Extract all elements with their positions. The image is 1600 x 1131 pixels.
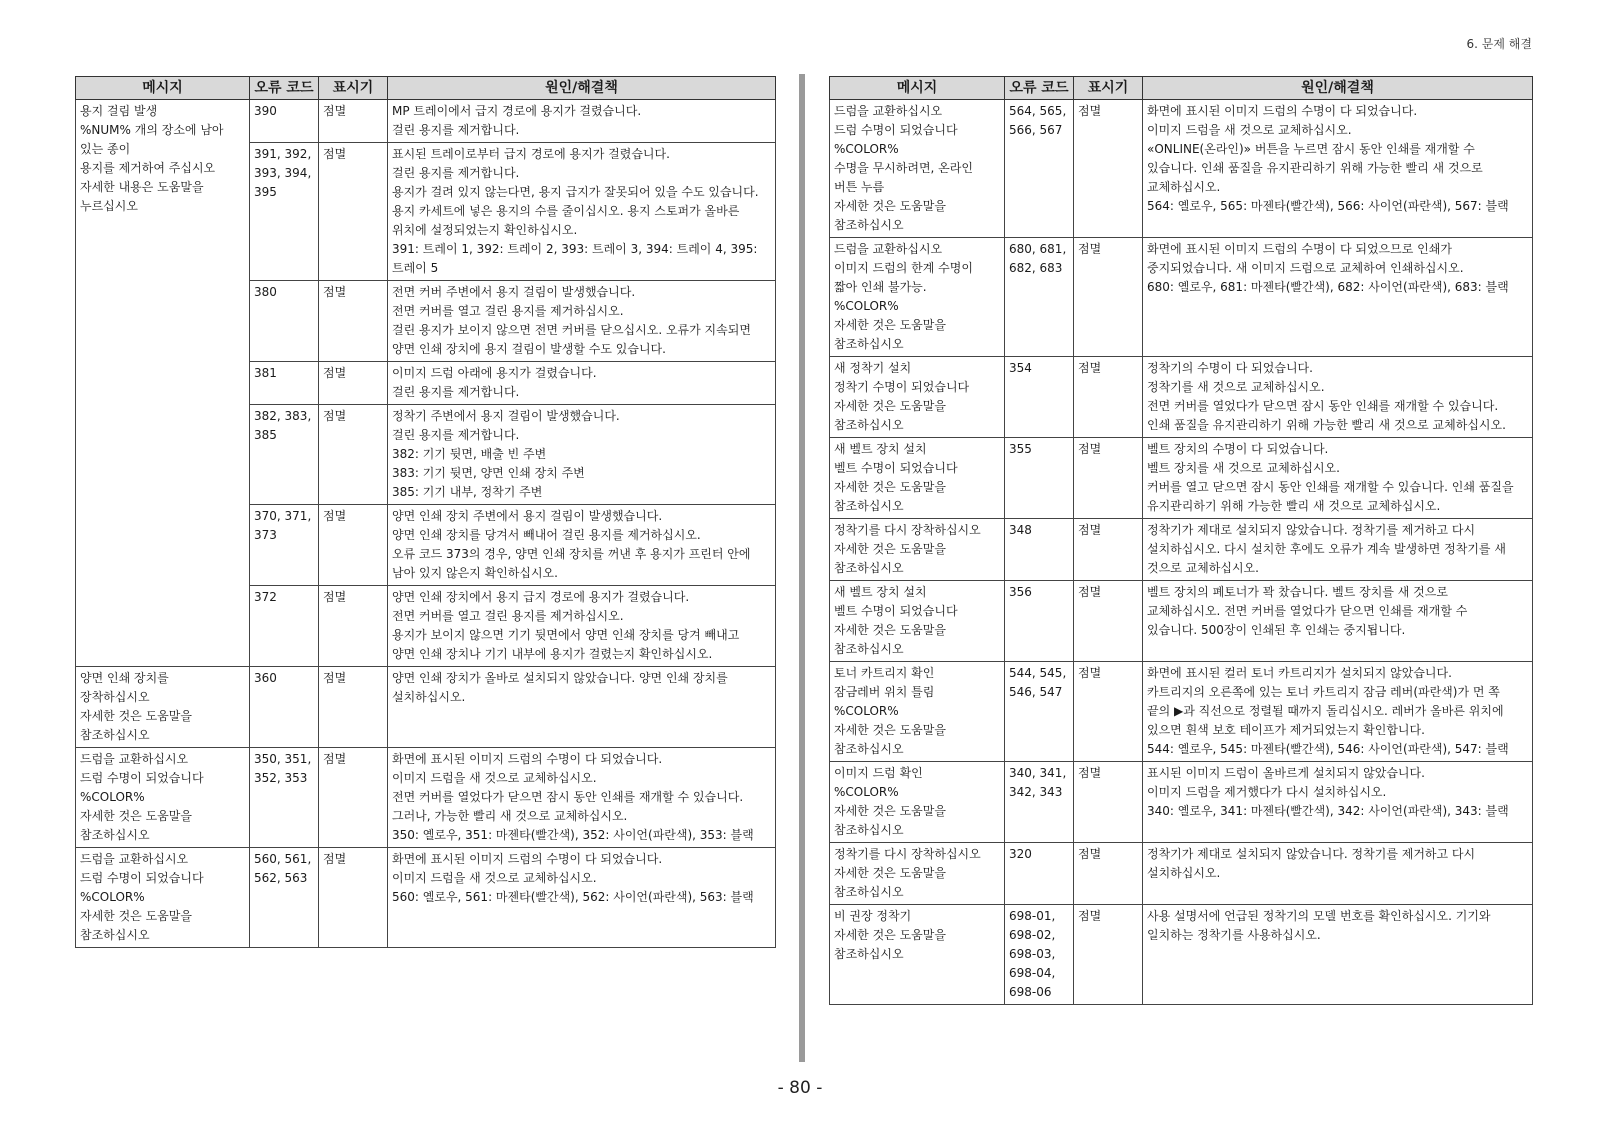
solution-cell-line: 걸린 용지를 제거합니다.	[392, 123, 520, 137]
message-cell-line: 새 벨트 장치 설치	[834, 585, 927, 599]
solution-cell	[388, 405, 776, 505]
error-code-cell-line: 340, 341,	[1009, 766, 1067, 780]
column-header-solution: 원인/해결책	[1143, 77, 1533, 100]
error-code-cell-line: 546, 547	[1009, 685, 1063, 699]
message-cell	[830, 581, 1005, 662]
message-cell-line: 드럼을 교환하십시오	[80, 852, 189, 866]
solution-cell-line: 사용 설명서에 언급된 정착기의 모델 번호를 확인하십시오. 기기와	[1147, 909, 1491, 923]
error-code-cell-line: 360	[254, 671, 277, 685]
message-cell-line: 참조하십시오	[834, 418, 904, 432]
solution-cell	[1143, 438, 1533, 519]
solution-cell-line: 있으면 흰색 보호 테이프가 제거되었는지 확인합니다.	[1147, 723, 1425, 737]
message-cell-line: 정착기 수명이 되었습니다	[834, 380, 970, 394]
error-code-cell-line: 348	[1009, 523, 1032, 537]
message-cell-line: 토너 카트리지 확인	[834, 666, 935, 680]
message-cell-line: 참조하십시오	[834, 742, 904, 756]
error-code-cell-line: 320	[1009, 847, 1032, 861]
error-code-cell-line: 698-01,	[1009, 909, 1056, 923]
solution-cell	[388, 667, 776, 748]
table-header-row	[830, 77, 1533, 100]
solution-cell-line: 걸린 용지를 제거합니다.	[392, 385, 520, 399]
solution-cell-line: 391: 트레이 1, 392: 트레이 2, 393: 트레이 3, 394: 트레이 4, 395:	[392, 242, 758, 256]
solution-cell-line: 340: 옐로우, 341: 마젠타(빨간색), 342: 사이언(파란색), 343: 블랙	[1147, 804, 1509, 818]
solution-cell	[1143, 357, 1533, 438]
error-code-cell-line: 544, 545,	[1009, 666, 1067, 680]
message-cell-line: 벨트 수명이 되었습니다	[834, 604, 958, 618]
message-cell-line: 참조하십시오	[834, 561, 904, 575]
message-cell-line: 참조하십시오	[80, 828, 150, 842]
message-cell-line: 자세한 것은 도움말을	[834, 199, 946, 213]
message-cell-line: 짧아 인쇄 불가능.	[834, 280, 927, 294]
table-header-row	[76, 77, 776, 100]
solution-cell-line: 일치하는 정착기를 사용하십시오.	[1147, 928, 1321, 942]
message-cell	[830, 438, 1005, 519]
solution-cell	[1143, 519, 1533, 581]
message-cell-line: 참조하십시오	[80, 928, 150, 942]
error-code-cell-line: 395	[254, 185, 277, 199]
message-cell-line: 참조하십시오	[834, 337, 904, 351]
table-row	[830, 762, 1533, 843]
indicator-cell: 점멸	[319, 667, 388, 748]
error-code-cell-line: 698-02,	[1009, 928, 1056, 942]
message-cell	[830, 357, 1005, 438]
message-cell-line: 이미지 드럼 확인	[834, 766, 923, 780]
solution-cell-line: 커버를 열고 닫으면 잠시 동안 인쇄를 재개할 수 있습니다. 인쇄 품질을	[1147, 480, 1514, 494]
message-cell-line: 참조하십시오	[80, 728, 150, 742]
solution-cell-line: 이미지 드럼을 새 것으로 교체하십시오.	[392, 871, 597, 885]
indicator-cell: 점멸	[319, 505, 388, 586]
solution-cell-line: 설치하십시오. 다시 설치한 후에도 오류가 계속 발생하면 정착기를 새	[1147, 542, 1506, 556]
solution-cell-line: 전면 커버를 열고 걸린 용지를 제거하십시오.	[392, 304, 624, 318]
indicator-cell: 점멸	[1074, 905, 1143, 1005]
solution-cell-line: 걸린 용지가 보이지 않으면 전면 커버를 닫으십시오. 오류가 지속되면	[392, 323, 751, 337]
table-row	[830, 438, 1533, 519]
message-cell-line: %COLOR%	[834, 142, 899, 156]
message-cell-line: 드럼을 교환하십시오	[80, 752, 189, 766]
message-cell	[830, 100, 1005, 238]
indicator-cell: 점멸	[319, 100, 388, 143]
indicator-cell: 점멸	[319, 143, 388, 281]
solution-cell	[388, 100, 776, 143]
error-code-cell	[250, 748, 319, 848]
solution-cell-line: 표시된 이미지 드럼이 올바르게 설치되지 않았습니다.	[1147, 766, 1425, 780]
error-code-cell	[1005, 662, 1074, 762]
solution-cell-line: 정착기가 제대로 설치되지 않았습니다. 정착기를 제거하고 다시	[1147, 847, 1476, 861]
message-cell-line: %COLOR%	[80, 790, 145, 804]
solution-cell-line: 350: 옐로우, 351: 마젠타(빨간색), 352: 사이언(파란색), 353: 블랙	[392, 828, 754, 842]
message-cell-line: 용지를 제거하여 주십시오	[80, 161, 216, 175]
table-row	[830, 519, 1533, 581]
table-row	[76, 100, 776, 143]
message-cell-line: 자세한 것은 도움말을	[834, 399, 946, 413]
solution-cell-line: 전면 커버 주변에서 용지 걸림이 발생했습니다.	[392, 285, 636, 299]
error-code-cell-line: 373	[254, 528, 277, 542]
solution-cell-line: 끝의 ▶과 직선으로 정렬될 때까지 돌리십시오. 레버가 올바른 위치에	[1147, 704, 1504, 718]
page-number: - 80 -	[777, 1078, 823, 1098]
solution-cell-line: 화면에 표시된 이미지 드럼의 수명이 다 되었으므로 인쇄가	[1147, 242, 1452, 256]
error-code-cell-line: 380	[254, 285, 277, 299]
message-cell-line: 비 권장 정착기	[834, 909, 912, 923]
table-row	[76, 748, 776, 848]
error-code-cell-line: 342, 343	[1009, 785, 1063, 799]
message-cell	[76, 667, 250, 748]
error-code-cell-line: 381	[254, 366, 277, 380]
error-code-cell-line: 698-03,	[1009, 947, 1056, 961]
error-code-cell	[250, 362, 319, 405]
solution-cell-line: 화면에 표시된 이미지 드럼의 수명이 다 되었습니다.	[392, 852, 663, 866]
solution-cell-line: 중지되었습니다. 새 이미지 드럼으로 교체하여 인쇄하십시오.	[1147, 261, 1464, 275]
solution-cell-line: 위치에 설정되었는지 확인하십시오.	[392, 223, 578, 237]
message-cell-line: 이미지 드럼의 한계 수명이	[834, 261, 973, 275]
error-code-cell-line: 391, 392,	[254, 147, 312, 161]
error-code-cell	[250, 405, 319, 505]
solution-cell	[388, 143, 776, 281]
error-code-cell-line: 698-06	[1009, 985, 1052, 999]
solution-cell	[388, 848, 776, 948]
solution-cell-line: 용지가 보이지 않으면 기기 뒷면에서 양면 인쇄 장치를 당겨 빼내고	[392, 628, 740, 642]
column-header-message: 메시지	[76, 77, 250, 100]
error-code-cell	[250, 848, 319, 948]
message-cell-line: 참조하십시오	[834, 885, 904, 899]
error-code-cell	[1005, 762, 1074, 843]
message-cell	[830, 238, 1005, 357]
message-cell-line: 장착하십시오	[80, 690, 150, 704]
message-cell-line: 참조하십시오	[834, 218, 904, 232]
column-header-message: 메시지	[830, 77, 1005, 100]
solution-cell-line: 카트리지의 오른쪽에 있는 토너 카트리지 잠금 레버(파란색)가 먼 쪽	[1147, 685, 1500, 699]
message-cell	[830, 762, 1005, 843]
indicator-cell: 점멸	[319, 405, 388, 505]
solution-cell-line: 544: 옐로우, 545: 마젠타(빨간색), 546: 사이언(파란색), 547: 블랙	[1147, 742, 1509, 756]
error-code-cell	[1005, 905, 1074, 1005]
error-code-cell	[1005, 357, 1074, 438]
error-code-cell	[250, 100, 319, 143]
solution-cell	[1143, 581, 1533, 662]
solution-cell-line: 화면에 표시된 컬러 토너 카트리지가 설치되지 않았습니다.	[1147, 666, 1452, 680]
message-cell-line: 드럼을 교환하십시오	[834, 242, 943, 256]
solution-cell	[1143, 843, 1533, 905]
indicator-cell: 점멸	[1074, 357, 1143, 438]
solution-cell-line: 있습니다. 500장이 인쇄된 후 인쇄는 중지됩니다.	[1147, 623, 1406, 637]
solution-cell-line: 383: 기기 뒷면, 양면 인쇄 장치 주변	[392, 466, 585, 480]
error-code-cell	[250, 143, 319, 281]
error-code-cell-line: 350, 351,	[254, 752, 312, 766]
table-row	[830, 581, 1533, 662]
indicator-cell: 점멸	[1074, 238, 1143, 357]
solution-cell-line: «ONLINE(온라인)» 버튼을 누르면 잠시 동안 인쇄를 재개할 수	[1147, 142, 1475, 156]
table-row	[830, 905, 1533, 1005]
table-row	[76, 848, 776, 948]
table-row	[830, 843, 1533, 905]
message-cell-line: 자세한 내용은 도움말을	[80, 180, 204, 194]
solution-cell	[388, 505, 776, 586]
solution-cell-line: 벨트 장치의 폐토너가 꽉 찼습니다. 벨트 장치를 새 것으로	[1147, 585, 1448, 599]
message-cell-line: 정착기를 다시 장착하십시오	[834, 523, 981, 537]
solution-cell-line: 이미지 드럼을 새 것으로 교체하십시오.	[1147, 123, 1352, 137]
column-header-indicator: 표시기	[1074, 77, 1143, 100]
error-code-cell-line: 393, 394,	[254, 166, 312, 180]
error-code-cell	[1005, 238, 1074, 357]
solution-cell-line: 이미지 드럼을 제거했다가 다시 설치하십시오.	[1147, 785, 1387, 799]
error-code-cell	[250, 505, 319, 586]
solution-cell-line: 걸린 용지를 제거합니다.	[392, 166, 520, 180]
solution-cell-line: 양면 인쇄 장치나 기기 내부에 용지가 걸렸는지 확인하십시오.	[392, 647, 713, 661]
error-code-cell-line: 680, 681,	[1009, 242, 1067, 256]
indicator-cell: 점멸	[319, 281, 388, 362]
solution-cell	[1143, 662, 1533, 762]
message-cell-line: 자세한 것은 도움말을	[80, 909, 192, 923]
solution-cell-line: 것으로 교체하십시오.	[1147, 561, 1259, 575]
solution-cell-line: 트레이 5	[392, 261, 439, 275]
solution-cell-line: 정착기의 수명이 다 되었습니다.	[1147, 361, 1313, 375]
message-cell-line: 누르십시오	[80, 199, 138, 213]
solution-cell-line: 양면 인쇄 장치에서 용지 급지 경로에 용지가 걸렸습니다.	[392, 590, 690, 604]
message-cell-line: 자세한 것은 도움말을	[834, 542, 946, 556]
error-code-cell	[1005, 438, 1074, 519]
message-cell	[830, 662, 1005, 762]
message-cell-line: 참조하십시오	[834, 947, 904, 961]
message-cell-line: 자세한 것은 도움말을	[834, 480, 946, 494]
indicator-cell: 점멸	[1074, 762, 1143, 843]
error-code-cell-line: 352, 353	[254, 771, 308, 785]
message-cell-line: 벨트 수명이 되었습니다	[834, 461, 958, 475]
message-cell-line: %COLOR%	[834, 785, 899, 799]
solution-cell-line: 이미지 드럼을 새 것으로 교체하십시오.	[392, 771, 597, 785]
solution-cell-line: 정착기가 제대로 설치되지 않았습니다. 정착기를 제거하고 다시	[1147, 523, 1476, 537]
error-table-left	[75, 76, 776, 948]
solution-cell-line: 전면 커버를 열고 걸린 용지를 제거하십시오.	[392, 609, 624, 623]
solution-cell	[1143, 238, 1533, 357]
column-header-indicator: 표시기	[319, 77, 388, 100]
error-code-cell-line: 382, 383,	[254, 409, 312, 423]
message-cell-line: 자세한 것은 도움말을	[834, 623, 946, 637]
table-row	[830, 238, 1533, 357]
error-code-cell	[1005, 519, 1074, 581]
message-cell-line: 자세한 것은 도움말을	[80, 809, 192, 823]
error-code-cell	[1005, 843, 1074, 905]
solution-cell-line: 564: 옐로우, 565: 마젠타(빨간색), 566: 사이언(파란색), 567: 블랙	[1147, 199, 1509, 213]
solution-cell-line: 560: 옐로우, 561: 마젠타(빨간색), 562: 사이언(파란색), 563: 블랙	[392, 890, 754, 904]
solution-cell-line: 전면 커버를 열었다가 닫으면 잠시 동안 인쇄를 재개할 수 있습니다.	[1147, 399, 1499, 413]
table-row	[830, 357, 1533, 438]
message-cell-line: 새 벨트 장치 설치	[834, 442, 927, 456]
solution-cell-line: 설치하십시오.	[1147, 866, 1221, 880]
indicator-cell: 점멸	[319, 586, 388, 667]
message-cell-line: 새 정착기 설치	[834, 361, 912, 375]
indicator-cell: 점멸	[319, 748, 388, 848]
message-cell	[830, 519, 1005, 581]
solution-cell-line: 그러나, 가능한 빨리 새 것으로 교체하십시오.	[392, 809, 628, 823]
column-header-error-code: 오류 코드	[250, 77, 319, 100]
error-code-cell-line: 560, 561,	[254, 852, 312, 866]
solution-cell	[388, 362, 776, 405]
solution-cell-line: 설치하십시오.	[392, 690, 466, 704]
solution-cell-line: 화면에 표시된 이미지 드럼의 수명이 다 되었습니다.	[1147, 104, 1418, 118]
solution-cell-line: 벨트 장치를 새 것으로 교체하십시오.	[1147, 461, 1340, 475]
solution-cell-line: 385: 기기 내부, 정착기 주변	[392, 485, 543, 499]
solution-cell-line: 인쇄 품질을 유지관리하기 위해 가능한 빨리 새 것으로 교체하십시오.	[1147, 418, 1506, 432]
solution-cell-line: 용지 카세트에 넣은 용지의 수를 줄이십시오. 용지 스토퍼가 올바른	[392, 204, 740, 218]
solution-cell-line: 정착기를 새 것으로 교체하십시오.	[1147, 380, 1325, 394]
message-cell-line: %COLOR%	[834, 299, 899, 313]
error-code-cell-line: 564, 565,	[1009, 104, 1067, 118]
message-cell-line: 정착기를 다시 장착하십시오	[834, 847, 981, 861]
solution-cell-line: 있습니다. 인쇄 품질을 유지관리하기 위해 가능한 빨리 새 것으로	[1147, 161, 1483, 175]
indicator-cell: 점멸	[1074, 662, 1143, 762]
message-cell-line: %NUM% 개의 장소에 남아	[80, 123, 224, 137]
indicator-cell: 점멸	[1074, 581, 1143, 662]
message-cell	[76, 848, 250, 948]
error-code-cell	[250, 667, 319, 748]
message-cell-line: 참조하십시오	[834, 823, 904, 837]
solution-cell-line: 오류 코드 373의 경우, 양면 인쇄 장치를 꺼낸 후 용지가 프린터 안에	[392, 547, 751, 561]
indicator-cell: 점멸	[1074, 438, 1143, 519]
message-cell-line: 자세한 것은 도움말을	[80, 709, 192, 723]
solution-cell	[388, 281, 776, 362]
solution-cell	[1143, 100, 1533, 238]
solution-cell	[1143, 762, 1533, 843]
solution-cell-line: 양면 인쇄 장치 주변에서 용지 걸림이 발생했습니다.	[392, 509, 663, 523]
solution-cell-line: 이미지 드럼 아래에 용지가 걸렸습니다.	[392, 366, 597, 380]
message-cell-line: 드럼 수명이 되었습니다	[80, 771, 204, 785]
solution-cell	[388, 748, 776, 848]
indicator-cell: 점멸	[1074, 519, 1143, 581]
table-row	[76, 667, 776, 748]
error-code-cell-line: 354	[1009, 361, 1032, 375]
message-cell-line: 잠금레버 위치 틀림	[834, 685, 935, 699]
solution-cell	[388, 586, 776, 667]
error-code-cell	[250, 586, 319, 667]
message-cell-line: 드럼을 교환하십시오	[834, 104, 943, 118]
table-row	[830, 662, 1533, 762]
message-cell-line: 드럼 수명이 되었습니다	[834, 123, 958, 137]
error-code-cell-line: 698-04,	[1009, 966, 1056, 980]
solution-cell-line: 정착기 주변에서 용지 걸림이 발생했습니다.	[392, 409, 620, 423]
error-code-cell	[250, 281, 319, 362]
message-cell-line: 자세한 것은 도움말을	[834, 866, 946, 880]
error-code-cell-line: 385	[254, 428, 277, 442]
indicator-cell: 점멸	[1074, 100, 1143, 238]
error-code-cell-line: 390	[254, 104, 277, 118]
solution-cell-line: 680: 옐로우, 681: 마젠타(빨간색), 682: 사이언(파란색), 683: 블랙	[1147, 280, 1509, 294]
solution-cell-line: 양면 인쇄 장치가 올바로 설치되지 않았습니다. 양면 인쇄 장치를	[392, 671, 728, 685]
message-cell-line: 참조하십시오	[834, 499, 904, 513]
solution-cell-line: 교체하십시오.	[1147, 180, 1221, 194]
error-code-cell	[1005, 100, 1074, 238]
solution-cell-line: MP 트레이에서 급지 경로에 용지가 걸렸습니다.	[392, 104, 642, 118]
solution-cell-line: 남아 있지 않은지 확인하십시오.	[392, 566, 558, 580]
solution-cell-line: 교체하십시오. 전면 커버를 열었다가 닫으면 인쇄를 재개할 수	[1147, 604, 1468, 618]
solution-cell	[1143, 905, 1533, 1005]
message-cell-line: 참조하십시오	[834, 642, 904, 656]
indicator-cell: 점멸	[1074, 843, 1143, 905]
error-code-cell-line: 682, 683	[1009, 261, 1063, 275]
message-cell	[830, 905, 1005, 1005]
message-cell-line: 자세한 것은 도움말을	[834, 928, 946, 942]
message-cell-line: 수명을 무시하려면, 온라인	[834, 161, 973, 175]
message-cell-line: 자세한 것은 도움말을	[834, 804, 946, 818]
column-header-error-code: 오류 코드	[1005, 77, 1074, 100]
message-cell	[830, 843, 1005, 905]
solution-cell-line: 용지가 걸려 있지 않는다면, 용지 급지가 잘못되어 있을 수도 있습니다.	[392, 185, 759, 199]
message-cell-line: 자세한 것은 도움말을	[834, 318, 946, 332]
message-cell-line: 용지 걸림 발생	[80, 104, 158, 118]
solution-cell-line: 양면 인쇄 장치를 당겨서 빼내어 걸린 용지를 제거하십시오.	[392, 528, 701, 542]
error-code-cell-line: 355	[1009, 442, 1032, 456]
message-cell-line: 버튼 누름	[834, 180, 885, 194]
solution-cell-line: 걸린 용지를 제거합니다.	[392, 428, 520, 442]
solution-cell-line: 382: 기기 뒷면, 배출 빈 주변	[392, 447, 547, 461]
error-code-cell	[1005, 581, 1074, 662]
solution-cell-line: 화면에 표시된 이미지 드럼의 수명이 다 되었습니다.	[392, 752, 663, 766]
message-cell-line: %COLOR%	[80, 890, 145, 904]
message-cell	[76, 748, 250, 848]
section-title: 6. 문제 해결	[1466, 37, 1532, 51]
error-code-cell-line: 372	[254, 590, 277, 604]
table-row	[830, 100, 1533, 238]
message-cell	[76, 100, 250, 667]
message-cell-line: 양면 인쇄 장치를	[80, 671, 169, 685]
page-divider	[799, 74, 805, 1062]
solution-cell-line: 양면 인쇄 장치에 용지 걸림이 발생할 수도 있습니다.	[392, 342, 666, 356]
message-cell-line: 자세한 것은 도움말을	[834, 723, 946, 737]
error-code-cell-line: 566, 567	[1009, 123, 1063, 137]
error-table-right	[829, 76, 1533, 1005]
solution-cell-line: 표시된 트레이로부터 급지 경로에 용지가 걸렸습니다.	[392, 147, 670, 161]
indicator-cell: 점멸	[319, 848, 388, 948]
error-code-cell-line: 356	[1009, 585, 1032, 599]
column-header-solution: 원인/해결책	[388, 77, 776, 100]
error-code-cell-line: 562, 563	[254, 871, 308, 885]
solution-cell-line: 벨트 장치의 수명이 다 되었습니다.	[1147, 442, 1329, 456]
message-cell-line: 있는 종이	[80, 142, 131, 156]
solution-cell-line: 유지관리하기 위해 가능한 빨리 새 것으로 교체하십시오.	[1147, 499, 1441, 513]
message-cell-line: 드럼 수명이 되었습니다	[80, 871, 204, 885]
message-cell-line: %COLOR%	[834, 704, 899, 718]
indicator-cell: 점멸	[319, 362, 388, 405]
solution-cell-line: 전면 커버를 열었다가 닫으면 잠시 동안 인쇄를 재개할 수 있습니다.	[392, 790, 744, 804]
error-code-cell-line: 370, 371,	[254, 509, 312, 523]
